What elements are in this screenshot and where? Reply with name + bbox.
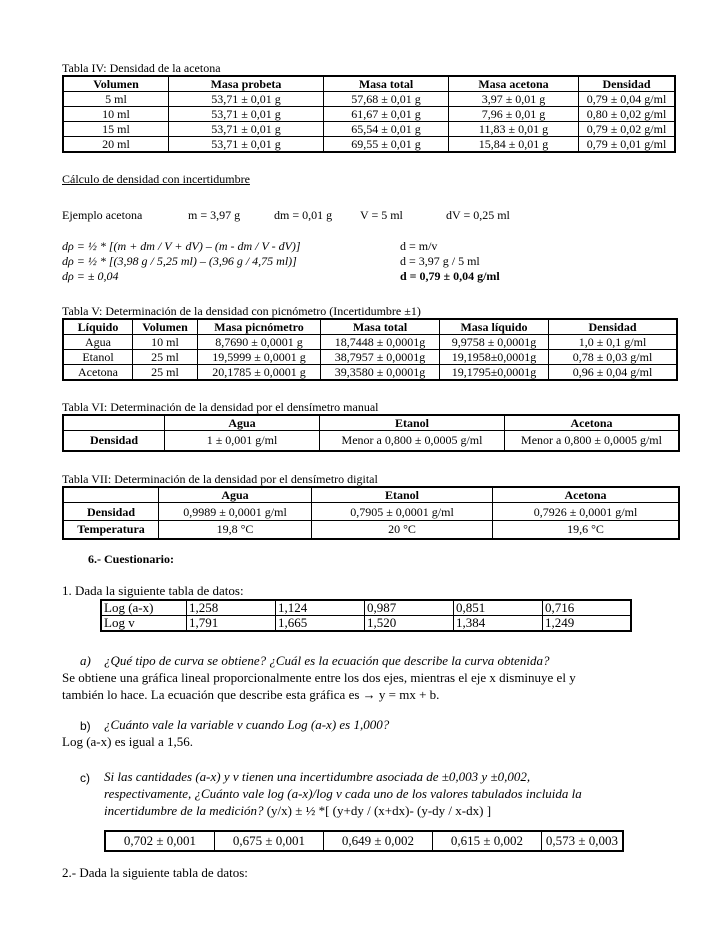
log-table xyxy=(100,599,632,632)
table-cell: Log (a-x) xyxy=(101,600,187,616)
item-c-label: c) xyxy=(80,771,90,785)
calc-density-result: d = 0,79 ± 0,04 g/ml xyxy=(400,269,500,283)
table-cell: 8,7690 ± 0,0001 g xyxy=(198,335,321,350)
table6 xyxy=(62,414,680,452)
table-cell: 1,0 ± 0,1 g/ml xyxy=(549,335,678,350)
table-cell: 53,71 ± 0,01 g xyxy=(169,137,324,153)
item-b-question: ¿Cuánto vale la variable v cuando Log (a-x) es 1,000? xyxy=(104,717,390,732)
table-cell: 20,1785 ± 0,0001 g xyxy=(198,365,321,381)
table5 xyxy=(62,318,678,381)
table-cell: 25 ml xyxy=(133,365,198,381)
table-cell: Etanol xyxy=(63,350,133,365)
item-c-formula: (y/x) ± ½ *[ (y+dy / (x+dx)- (y-dy / x-dx) ] xyxy=(263,803,492,818)
t4-h-volumen: Volumen xyxy=(63,76,169,92)
table-row xyxy=(63,122,675,137)
calc-mass: m = 3,97 g xyxy=(188,208,241,222)
t5-h-masa-liquido: Masa líquido xyxy=(440,319,549,335)
table-cell: Menor a 0,800 ± 0,0005 g/ml xyxy=(320,431,505,451)
table-cell: 25 ml xyxy=(133,350,198,365)
table-cell: Menor a 0,800 ± 0,0005 g/ml xyxy=(505,431,680,451)
t4-h-masa-acetona: Masa acetona xyxy=(449,76,579,92)
table-cell: 0,615 ± 0,002 xyxy=(433,831,542,851)
table-cell: 1,791 xyxy=(187,616,276,632)
ratio-table xyxy=(104,830,624,852)
t5-h-masa-picnometro: Masa picnómetro xyxy=(198,319,321,335)
t4-h-masa-probeta: Masa probeta xyxy=(169,76,324,92)
table-cell: 1,520 xyxy=(365,616,454,632)
table-cell: 18,7448 ± 0,0001g xyxy=(321,335,440,350)
table-cell: 0,987 xyxy=(365,600,454,616)
table-cell: 1 ± 0,001 g/ml xyxy=(165,431,320,451)
table-row xyxy=(63,431,679,451)
t6-h-etanol: Etanol xyxy=(320,415,505,431)
table-row xyxy=(63,503,679,521)
table-cell: 38,7957 ± 0,0001g xyxy=(321,350,440,365)
table-row xyxy=(63,137,675,153)
calc-volume: V = 5 ml xyxy=(360,208,403,222)
table-cell: 0,7926 ± 0,0001 g/ml xyxy=(493,503,680,521)
t7-h-etanol: Etanol xyxy=(312,487,493,503)
table-cell: 1,384 xyxy=(454,616,543,632)
table-cell: 57,68 ± 0,01 g xyxy=(324,92,449,107)
table-row xyxy=(105,831,623,851)
calc-title: Cálculo de densidad con incertidumbre xyxy=(62,172,250,186)
t4-h-masa-total: Masa total xyxy=(324,76,449,92)
table-cell: 0,7905 ± 0,0001 g/ml xyxy=(312,503,493,521)
table-cell: Densidad xyxy=(63,431,165,451)
t6-h-empty xyxy=(63,415,165,431)
calc-dv: dV = 0,25 ml xyxy=(446,208,510,222)
t5-h-masa-total: Masa total xyxy=(321,319,440,335)
calc-formula-1: dρ = ½ * [(m + dm / V + dV) – (m - dm / V - dV)] xyxy=(62,239,301,253)
item-a-answer-1: Se obtiene una gráfica lineal proporcionalmente entre los dos ejes, mientras el eje x disminuye el y xyxy=(62,670,576,685)
table-cell: 15,84 ± 0,01 g xyxy=(449,137,579,153)
table-cell: 19,6 °C xyxy=(493,521,680,539)
item-a-question: ¿Qué tipo de curva se obtiene? ¿Cuál es la ecuación que describe la curva obtenida? xyxy=(104,653,550,668)
table-cell: 65,54 ± 0,01 g xyxy=(324,122,449,137)
table-cell: 53,71 ± 0,01 g xyxy=(169,107,324,122)
table-row xyxy=(63,92,675,107)
table-cell: 1,665 xyxy=(276,616,365,632)
table-row xyxy=(101,616,631,632)
table-cell: 1,249 xyxy=(543,616,632,632)
table-cell: 0,649 ± 0,002 xyxy=(324,831,433,851)
table-cell: 0,573 ± 0,003 xyxy=(542,831,624,851)
item-c-question-2: respectivamente, ¿Cuánto vale log (a-x)/log v cada uno de los valores tabulados incluida la xyxy=(104,786,582,801)
t5-h-volumen: Volumen xyxy=(133,319,198,335)
table-cell: 3,97 ± 0,01 g xyxy=(449,92,579,107)
item-a-answer-2: también lo hace. La ecuación que describe esta gráfica es → y = mx + b. xyxy=(62,687,440,702)
calc-formula-3: dρ = ± 0,04 xyxy=(62,269,119,283)
calc-dm: dm = 0,01 g xyxy=(274,208,333,222)
calc-density-2: d = 3,97 g / 5 ml xyxy=(400,254,480,268)
table-cell: 19,5999 ± 0,0001 g xyxy=(198,350,321,365)
table-cell: 0,9989 ± 0,0001 g/ml xyxy=(159,503,312,521)
t5-h-liquido: Líquido xyxy=(63,319,133,335)
question-2: 2.- Dada la siguiente tabla de datos: xyxy=(62,865,248,880)
question-1: 1. Dada la siguiente tabla de datos: xyxy=(62,583,244,598)
t7-h-agua: Agua xyxy=(159,487,312,503)
table-row xyxy=(63,350,677,365)
t4-h-densidad: Densidad xyxy=(579,76,676,92)
table4-caption: Tabla IV: Densidad de la acetona xyxy=(62,61,221,75)
table-cell: 10 ml xyxy=(63,107,169,122)
table-cell: 0,79 ± 0,02 g/ml xyxy=(579,122,676,137)
table-cell: 0,78 ± 0,03 g/ml xyxy=(549,350,678,365)
table4 xyxy=(62,75,676,153)
section-heading: 6.- Cuestionario: xyxy=(88,552,174,566)
table6-caption: Tabla VI: Determinación de la densidad por el densímetro manual xyxy=(62,400,379,414)
t7-h-acetona: Acetona xyxy=(493,487,680,503)
table-cell: 10 ml xyxy=(133,335,198,350)
table-cell: Log v xyxy=(101,616,187,632)
t7-h-empty xyxy=(63,487,159,503)
table-cell: 0,96 ± 0,04 g/ml xyxy=(549,365,678,381)
table-cell: 69,55 ± 0,01 g xyxy=(324,137,449,153)
calc-example-label: Ejemplo acetona xyxy=(62,208,143,222)
table-cell: Densidad xyxy=(63,503,159,521)
table-cell: 15 ml xyxy=(63,122,169,137)
table7-caption: Tabla VII: Determinación de la densidad por el densímetro digital xyxy=(62,472,378,486)
table-cell: 19,1795±0,0001g xyxy=(440,365,549,381)
table-cell: 5 ml xyxy=(63,92,169,107)
table-cell: 0,702 ± 0,001 xyxy=(105,831,215,851)
table-cell: 53,71 ± 0,01 g xyxy=(169,122,324,137)
table-cell: 61,67 ± 0,01 g xyxy=(324,107,449,122)
item-a-label: a) xyxy=(80,653,91,668)
item-c-question-3-text: incertidumbre de la medición? xyxy=(104,803,264,818)
table-cell: 53,71 ± 0,01 g xyxy=(169,92,324,107)
table-row xyxy=(101,600,631,616)
item-c-question-3 xyxy=(104,802,491,819)
table-cell: 19,8 °C xyxy=(159,521,312,539)
table-row xyxy=(63,521,679,539)
table-cell: 0,79 ± 0,01 g/ml xyxy=(579,137,676,153)
table-row xyxy=(63,335,677,350)
table-cell: 0,851 xyxy=(454,600,543,616)
item-b-answer: Log (a-x) es igual a 1,56. xyxy=(62,734,194,749)
t5-h-densidad: Densidad xyxy=(549,319,678,335)
table-cell: 7,96 ± 0,01 g xyxy=(449,107,579,122)
table-cell: 0,80 ± 0,02 g/ml xyxy=(579,107,676,122)
t6-h-acetona: Acetona xyxy=(505,415,680,431)
table-cell: 0,675 ± 0,001 xyxy=(215,831,324,851)
table-cell: 39,3580 ± 0,0001g xyxy=(321,365,440,381)
table5-caption: Tabla V: Determinación de la densidad con picnómetro (Incertidumbre ±1) xyxy=(62,304,421,318)
table7 xyxy=(62,486,680,540)
table-cell: 0,79 ± 0,04 g/ml xyxy=(579,92,676,107)
item-c-question-1: Si las cantidades (a-x) y v tienen una incertidumbre asociada de ±0,003 y ±0,002, xyxy=(104,769,531,784)
table-cell: 19,1958±0,0001g xyxy=(440,350,549,365)
t6-h-agua: Agua xyxy=(165,415,320,431)
table-row xyxy=(63,107,675,122)
table-cell: 1,124 xyxy=(276,600,365,616)
table-cell: Temperatura xyxy=(63,521,159,539)
calc-density-1: d = m/v xyxy=(400,239,438,253)
table-cell: Agua xyxy=(63,335,133,350)
table-cell: Acetona xyxy=(63,365,133,381)
table-cell: 9,9758 ± 0,0001g xyxy=(440,335,549,350)
table-cell: 0,716 xyxy=(543,600,632,616)
item-b-label: b) xyxy=(80,719,91,733)
table-cell: 1,258 xyxy=(187,600,276,616)
table-cell: 20 ml xyxy=(63,137,169,153)
calc-formula-2: dρ = ½ * [(3,98 g / 5,25 ml) – (3,96 g / 4,75 ml)] xyxy=(62,254,297,268)
table-row xyxy=(63,365,677,381)
table-cell: 20 °C xyxy=(312,521,493,539)
table-cell: 11,83 ± 0,01 g xyxy=(449,122,579,137)
